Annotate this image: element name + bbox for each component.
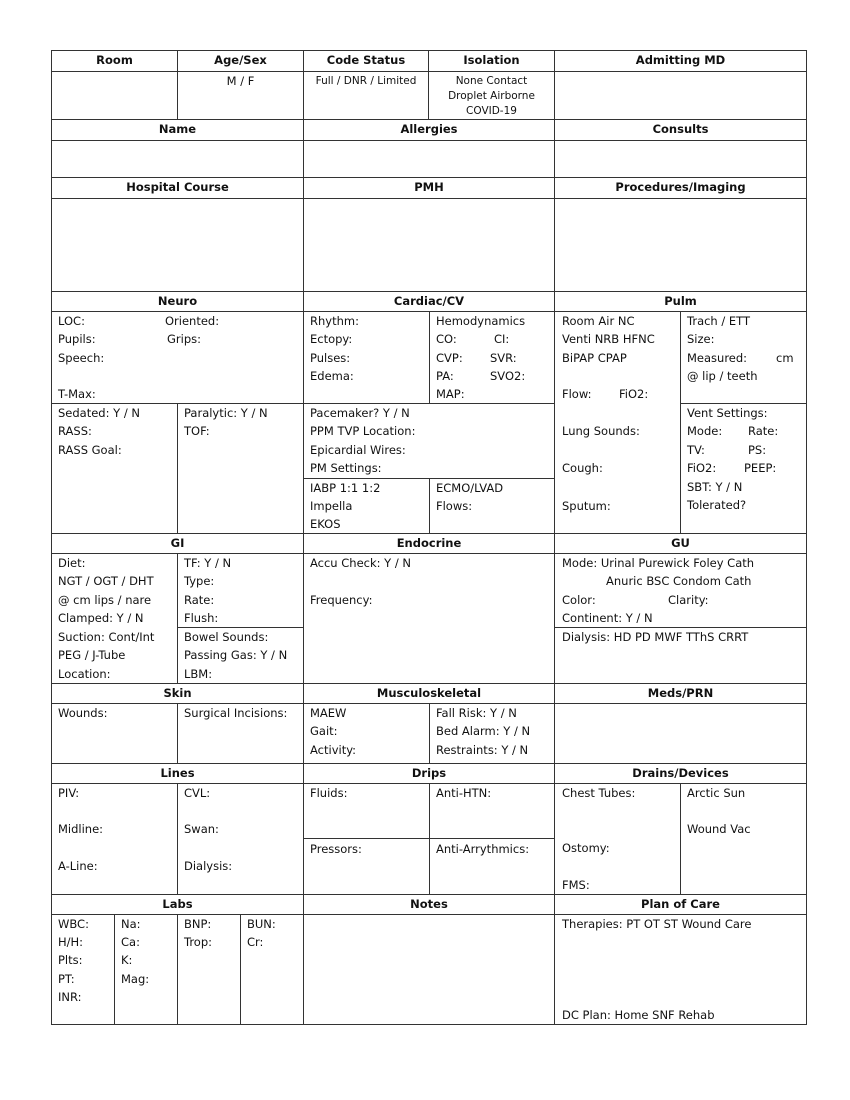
- musc-title: Musculoskeletal: [376, 686, 482, 700]
- drains-title: Drains/Devices: [632, 766, 729, 780]
- flows-label: Flows:: [436, 499, 473, 513]
- activity-label: Activity:: [310, 743, 357, 757]
- tmax-label: T-Max:: [58, 387, 96, 401]
- anti-htn-label: Anti-HTN:: [436, 786, 492, 800]
- lines-title: Lines: [160, 766, 195, 780]
- size-label: Size:: [687, 332, 715, 346]
- cough-label: Cough:: [562, 461, 603, 475]
- trach-label: Trach / ETT: [687, 314, 751, 328]
- bnp-label: BNP:: [184, 917, 212, 931]
- svr-label: SVR:: [490, 351, 517, 365]
- ps-label: PS:: [748, 443, 767, 457]
- endocrine-title: Endocrine: [396, 536, 462, 550]
- arctic-sun-label: Arctic Sun: [687, 786, 746, 800]
- drips-title: Drips: [411, 766, 447, 780]
- vent-fio2-label: FiO2:: [687, 461, 717, 475]
- dc-plan-label: DC Plan: Home SNF Rehab: [562, 1008, 715, 1022]
- isolation-option-2: Droplet Airborne: [448, 90, 535, 102]
- midline-label: Midline:: [58, 822, 104, 836]
- inr-label: INR:: [58, 990, 82, 1004]
- lung-sounds-label: Lung Sounds:: [562, 424, 640, 438]
- sedated-label: Sedated: Y / N: [58, 406, 140, 420]
- meds-cell[interactable]: [554, 703, 807, 764]
- oriented-label: Oriented:: [165, 314, 220, 328]
- gait-label: Gait:: [310, 724, 338, 738]
- tf-label: TF: Y / N: [184, 556, 232, 570]
- plts-label: Plts:: [58, 953, 83, 967]
- notes-title: Notes: [410, 897, 448, 911]
- pmh-label: PMH: [414, 180, 444, 194]
- k-label: K:: [121, 953, 133, 967]
- paralytic-label: Paralytic: Y / N: [184, 406, 268, 420]
- restraints-label: Restraints: Y / N: [436, 743, 529, 757]
- tube-position-label: @ cm lips / nare: [58, 593, 152, 607]
- fluids-label: Fluids:: [310, 786, 348, 800]
- cvp-label: CVP:: [436, 351, 463, 365]
- swan-label: Swan:: [184, 822, 219, 836]
- tolerated-label: Tolerated?: [687, 498, 747, 512]
- o2-row-2: Venti NRB HFNC: [562, 332, 655, 346]
- suction-label: Suction: Cont/Int: [58, 630, 155, 644]
- rass-goal-label: RASS Goal:: [58, 443, 122, 457]
- gi-location-label: Location:: [58, 667, 111, 681]
- svo2-label: SVO2:: [490, 369, 526, 383]
- gi-title: GI: [170, 536, 185, 550]
- pulm-title: Pulm: [664, 294, 697, 308]
- anti-arrythmics-label: Anti-Arrythmics:: [436, 842, 530, 856]
- code-status-options: Full / DNR / Limited: [315, 75, 417, 87]
- tf-rate-label: Rate:: [184, 593, 215, 607]
- ectopy-label: Ectopy:: [310, 332, 353, 346]
- room-label: Room: [96, 53, 133, 67]
- code-status-label: Code Status: [326, 53, 406, 67]
- vent-mode-label: Mode:: [687, 424, 723, 438]
- frequency-label: Frequency:: [310, 593, 373, 607]
- skin-title: Skin: [163, 686, 192, 700]
- labs-title: Labs: [162, 897, 193, 911]
- ci-label: CI:: [494, 332, 510, 346]
- gu-mode-options: Anuric BSC Condom Cath: [606, 574, 752, 588]
- wound-vac-label: Wound Vac: [687, 822, 751, 836]
- age-sex-label: Age/Sex: [214, 53, 267, 67]
- vent-rate-label: Rate:: [748, 424, 779, 438]
- age-sex-options: M / F: [226, 74, 255, 88]
- co-label: CO:: [436, 332, 457, 346]
- fall-risk-label: Fall Risk: Y / N: [436, 706, 517, 720]
- trop-label: Trop:: [184, 935, 213, 949]
- peep-label: PEEP:: [744, 461, 777, 475]
- gu-title: GU: [671, 536, 690, 550]
- cvl-label: CVL:: [184, 786, 211, 800]
- gu-mode-label: Mode: Urinal Purewick Foley Cath: [562, 556, 755, 570]
- impella-label: Impella: [310, 499, 353, 513]
- passing-gas-label: Passing Gas: Y / N: [184, 648, 288, 662]
- sbt-label: SBT: Y / N: [687, 480, 743, 494]
- cr-label: Cr:: [247, 935, 264, 949]
- bed-alarm-label: Bed Alarm: Y / N: [436, 724, 531, 738]
- grips-label: Grips:: [167, 332, 202, 346]
- tf-type-label: Type:: [184, 574, 215, 588]
- vent-settings-label: Vent Settings:: [687, 406, 768, 420]
- hospital-course-label: Hospital Course: [126, 180, 229, 194]
- pulses-label: Pulses:: [310, 351, 351, 365]
- cardiac-title: Cardiac/CV: [393, 294, 465, 308]
- na-label: Na:: [121, 917, 141, 931]
- pt-label: PT:: [58, 972, 75, 986]
- measured-label: Measured:: [687, 351, 748, 365]
- lip-teeth-label: @ lip / teeth: [687, 369, 758, 383]
- cm-label: cm: [776, 351, 794, 365]
- lbm-label: LBM:: [184, 667, 213, 681]
- o2-row-3: BiPAP CPAP: [562, 351, 627, 365]
- tof-label: TOF:: [184, 424, 210, 438]
- hh-label: H/H:: [58, 935, 84, 949]
- mag-label: Mag:: [121, 972, 150, 986]
- neuro-title: Neuro: [157, 294, 198, 308]
- endocrine-cell[interactable]: [303, 553, 555, 684]
- ca-label: Ca:: [121, 935, 140, 949]
- piv-label: PIV:: [58, 786, 80, 800]
- tv-label: TV:: [687, 443, 705, 457]
- ekos-label: EKOS: [310, 517, 341, 531]
- rass-label: RASS:: [58, 424, 92, 438]
- bowel-sounds-label: Bowel Sounds:: [184, 630, 269, 644]
- ostomy-label: Ostomy:: [562, 841, 610, 855]
- accu-check-label: Accu Check: Y / N: [310, 556, 411, 570]
- sputum-label: Sputum:: [562, 499, 611, 513]
- isolation-label: Isolation: [463, 53, 520, 67]
- notes-cell[interactable]: [303, 914, 555, 1025]
- iabp-label: IABP 1:1 1:2: [310, 481, 381, 495]
- surgical-incisions-label: Surgical Incisions:: [184, 706, 288, 720]
- clamped-label: Clamped: Y / N: [58, 611, 144, 625]
- edema-label: Edema:: [310, 369, 354, 383]
- gu-dialysis-label: Dialysis: HD PD MWF TThS CRRT: [562, 630, 749, 644]
- aline-label: A-Line:: [58, 859, 98, 873]
- speech-label: Speech:: [58, 351, 105, 365]
- pm-settings-label: PM Settings:: [310, 461, 382, 475]
- bun-label: BUN:: [247, 917, 276, 931]
- rhythm-label: Rhythm:: [310, 314, 359, 328]
- meds-title: Meds/PRN: [647, 686, 714, 700]
- continent-label: Continent: Y / N: [562, 611, 653, 625]
- isolation-option-3: COVID-19: [466, 105, 517, 117]
- patient-report-sheet: [51, 50, 807, 1025]
- fms-label: FMS:: [562, 878, 590, 892]
- hemodynamics-label: Hemodynamics: [436, 314, 526, 328]
- procedures-label: Procedures/Imaging: [615, 180, 746, 194]
- flush-label: Flush:: [184, 611, 219, 625]
- maew-label: MAEW: [310, 706, 347, 720]
- fio2-label: FiO2:: [619, 387, 649, 401]
- consults-label: Consults: [652, 122, 709, 136]
- pacemaker-label: Pacemaker? Y / N: [310, 406, 410, 420]
- ppm-location-label: PPM TVP Location:: [310, 424, 416, 438]
- pa-label: PA:: [436, 369, 454, 383]
- therapies-label: Therapies: PT OT ST Wound Care: [562, 917, 752, 931]
- ecmo-label: ECMO/LVAD: [436, 481, 504, 495]
- admitting-md-label: Admitting MD: [635, 53, 726, 67]
- dialysis-line-label: Dialysis:: [184, 859, 233, 873]
- clarity-label: Clarity:: [668, 593, 709, 607]
- wounds-label: Wounds:: [58, 706, 108, 720]
- peg-label: PEG / J-Tube: [58, 648, 126, 662]
- name-label: Name: [158, 122, 197, 136]
- wbc-label: WBC:: [58, 917, 89, 931]
- o2-row-1: Room Air NC: [562, 314, 635, 328]
- chest-tubes-label: Chest Tubes:: [562, 786, 636, 800]
- isolation-option-1: None Contact: [455, 75, 528, 87]
- flow-label: Flow:: [562, 387, 592, 401]
- epicardial-label: Epicardial Wires:: [310, 443, 406, 457]
- pressors-label: Pressors:: [310, 842, 362, 856]
- loc-label: LOC:: [58, 314, 85, 328]
- urine-color-label: Color:: [562, 593, 596, 607]
- plan-title: Plan of Care: [641, 897, 720, 911]
- allergies-label: Allergies: [400, 122, 458, 136]
- diet-label: Diet:: [58, 556, 86, 570]
- ngt-label: NGT / OGT / DHT: [58, 574, 154, 588]
- map-label: MAP:: [436, 387, 465, 401]
- pupils-label: Pupils:: [58, 332, 96, 346]
